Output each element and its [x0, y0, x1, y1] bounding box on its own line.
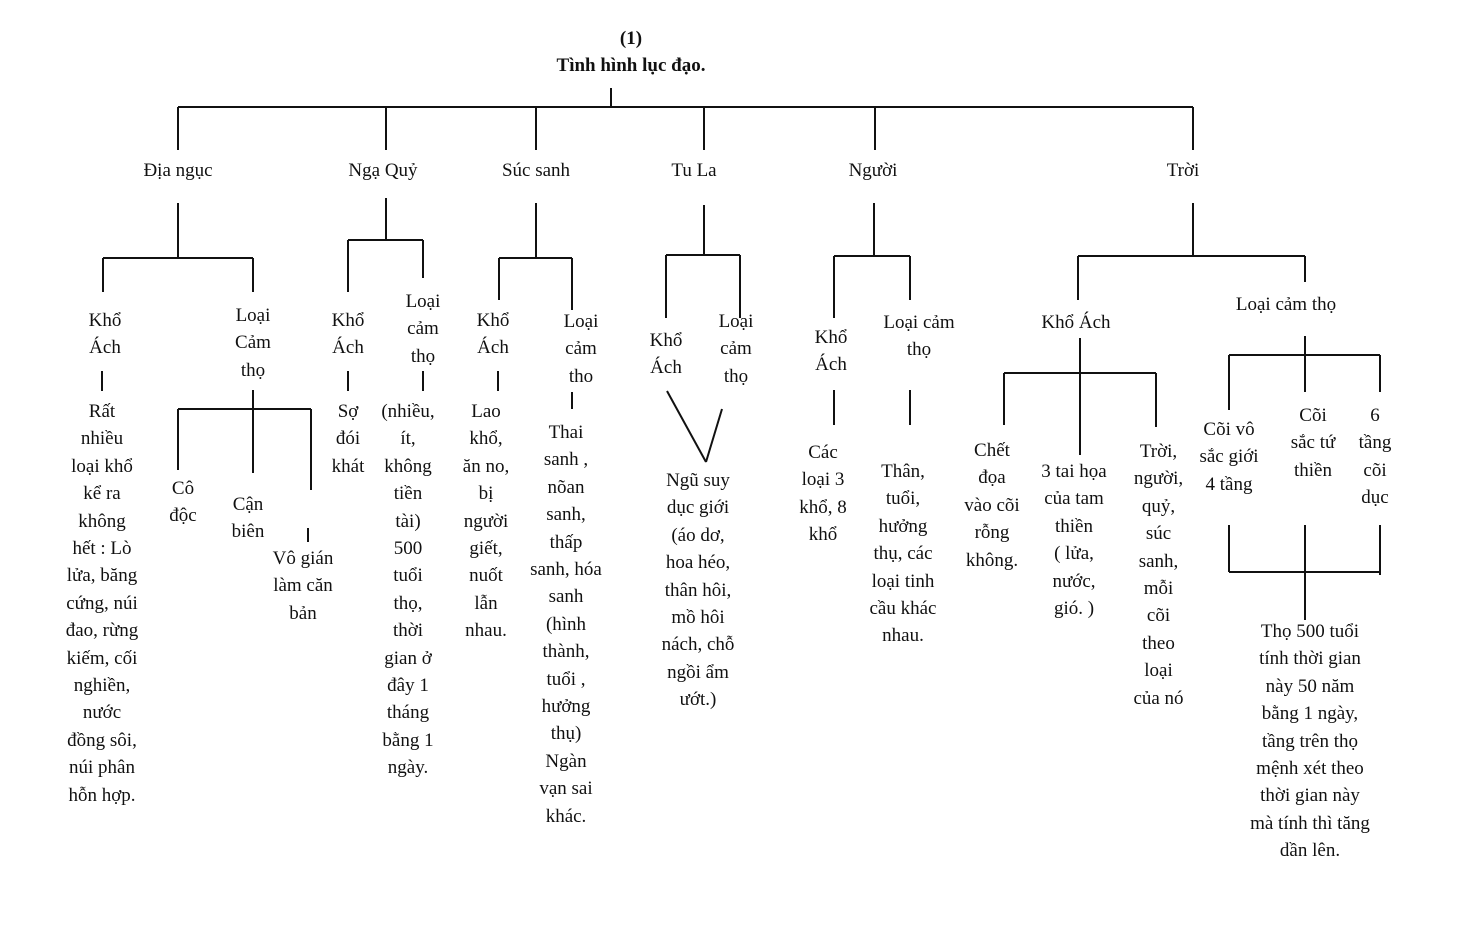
- nguoi-cam-tho-desc: Thân, tuổi, hưởng thụ, các loại tinh cầu khác nhau.: [869, 461, 937, 647]
- realm-troi: Trời: [1166, 160, 1200, 181]
- troi-6-tang-coi-duc: 6 tầng cõi dục: [1358, 405, 1392, 509]
- tu-la-cam-tho: Loại cảm thọ: [718, 311, 754, 387]
- troi-sac-tu-thien: Cõi sắc tứ thiền: [1290, 405, 1336, 481]
- diagram-number: (1): [619, 28, 643, 49]
- suc-sanh-cam-tho: Loại cảm tho: [563, 311, 599, 387]
- realm-nga-quy: Ngạ Quỷ: [348, 160, 418, 181]
- nguoi-kho-ach: Khổ Ách: [814, 327, 848, 376]
- nguoi-cam-tho: Loại cảm thọ: [883, 312, 955, 361]
- dia-nguc-co-doc: Cô độc: [169, 478, 197, 527]
- troi-cam-tho: Loại cảm thọ: [1235, 294, 1337, 315]
- troi-kho-ach: Khổ Ách: [1041, 312, 1111, 333]
- realm-tu-la: Tu La: [671, 160, 717, 181]
- realm-suc-sanh: Súc sanh: [501, 160, 571, 181]
- dia-nguc-vo-gian: Vô gián làm căn bản: [272, 548, 334, 624]
- realm-nguoi: Người: [848, 160, 898, 181]
- troi-kho-ach-3-tai-hoa: 3 tai họa của tam thiền ( lửa, nước, gió. ): [1041, 461, 1107, 620]
- suc-sanh-kho-ach: Khổ Ách: [476, 310, 510, 359]
- suc-sanh-cam-tho-desc: Thai sanh , nõan sanh, thấp sanh, hóa sanh (hình thành, tuổi , hưởng thụ) Ngàn vạn sai khác.: [530, 422, 602, 827]
- tu-la-kho-ach: Khổ Ách: [649, 330, 683, 379]
- suc-sanh-kho-ach-desc: Lao khổ, ăn no, bị người giết, nuốt lẫn nhau.: [462, 401, 510, 642]
- troi-vo-sac-gioi: Cõi vô sắc giới 4 tầng: [1199, 419, 1259, 495]
- dia-nguc-can-bien: Cận biên: [231, 494, 265, 543]
- dia-nguc-kho-ach-desc: Rất nhiều loại khổ kể ra không hết : Lò lửa, băng cứng, núi đao, rừng kiếm, cối nghiền, nước đồng sôi, núi phân hỗn hợp.: [65, 401, 139, 806]
- nga-quy-kho-ach-desc: Sợ đói khát: [331, 401, 365, 477]
- tu-la-desc: Ngũ suy dục giới (áo dơ, hoa héo, thân hôi, mồ hôi nách, chỗ ngồi ẩm ướt.): [661, 470, 735, 711]
- nga-quy-cam-tho: Loại cảm thọ: [405, 291, 441, 367]
- realm-dia-nguc: Địa ngục: [143, 160, 213, 181]
- nguoi-kho-ach-desc: Các loại 3 khổ, 8 khổ: [799, 442, 847, 546]
- troi-kho-ach-troi-nguoi: Trời, người, quỷ, súc sanh, mỗi cõi theo loại của nó: [1133, 441, 1184, 709]
- diagram-title: Tình hình lục đạo.: [556, 55, 706, 76]
- troi-cam-tho-desc: Thọ 500 tuổi tính thời gian này 50 năm bằng 1 ngày, tầng trên thọ mệnh xét theo thời gian này mà tính thì tăng dần lên.: [1250, 621, 1370, 862]
- nga-quy-kho-ach: Khổ Ách: [331, 310, 365, 359]
- dia-nguc-cam-tho: Loại Cảm thọ: [235, 305, 271, 381]
- troi-kho-ach-chet-doa: Chết đọa vào cõi rỗng không.: [964, 440, 1020, 571]
- nga-quy-cam-tho-desc: (nhiều, ít, không tiền tài) 500 tuổi thọ, thời gian ở đây 1 tháng bằng 1 ngày.: [381, 401, 435, 779]
- dia-nguc-kho-ach: Khổ Ách: [88, 310, 122, 359]
